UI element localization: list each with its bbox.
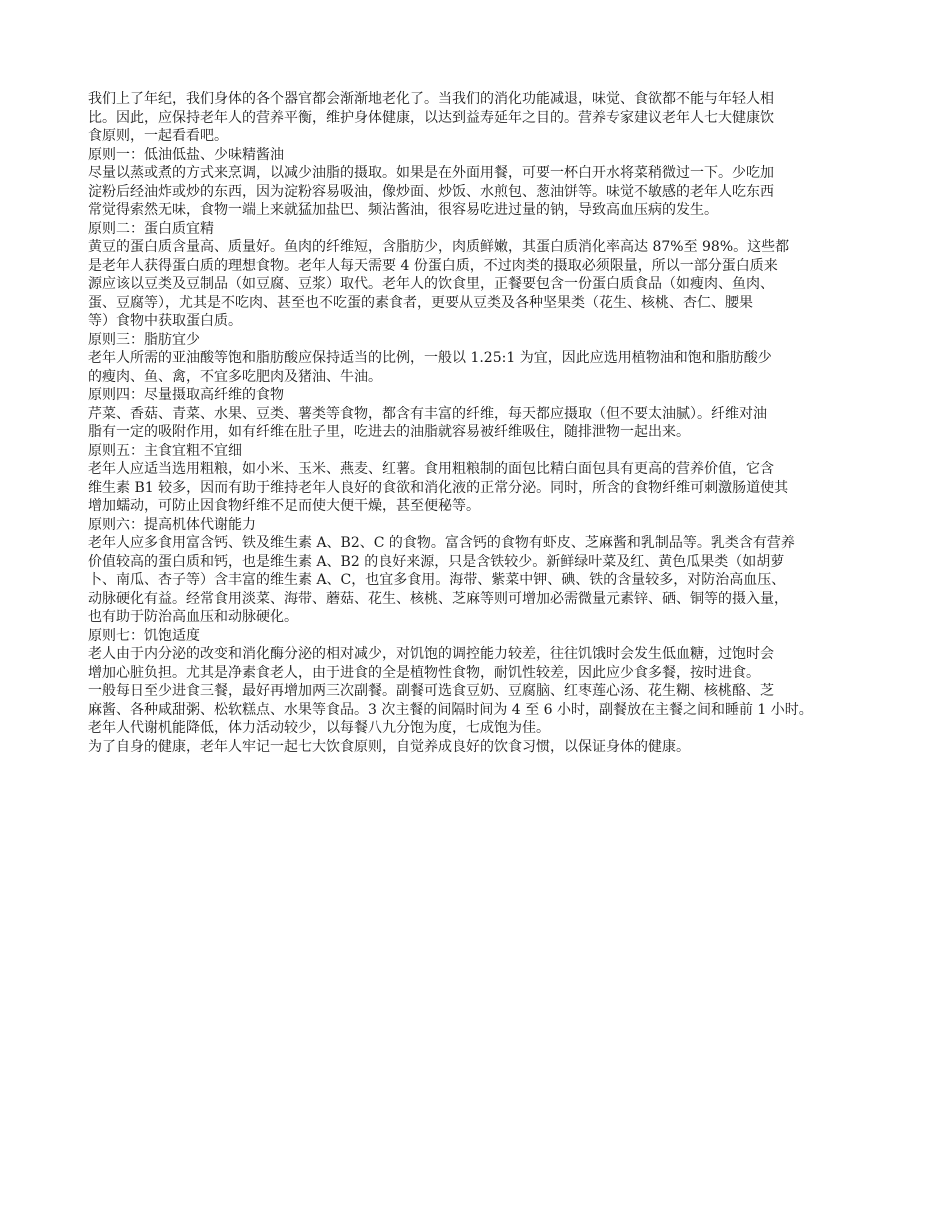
principle-1-line-3: 常觉得索然无味，食物一端上来就猛加盐巴、频沾酱油，很容易吃进过量的钠，导致高血压病的发生。: [88, 202, 718, 218]
principle-4-line-2: 脂有一定的吸附作用，如有纤维在肚子里，吃进去的油脂就容易被纤维吸住，随排泄物一起出来。: [88, 424, 690, 440]
principle-7-line-4: 麻酱、各种咸甜粥、松软糕点、水果等食品。3 次主餐的间隔时间为 4 至 6 小时，副餐放在主餐之间和睡前 1 小时。: [88, 701, 813, 718]
principle-2-line-5: 等）食物中获取蛋白质。: [88, 313, 242, 329]
heading-principle-4: 原则四：尽量摄取高纤维的食物: [88, 387, 284, 403]
principle-7-line-5: 老年人代谢机能降低，体力活动较少，以每餐八九分饱为度，七成饱为佳。: [88, 720, 550, 736]
principle-6-line-1: 老年人应多食用富含钙、铁及维生素 A、B2、C 的食物。富含钙的食物有虾皮、芝麻酱和乳制品等。乳类含有营养: [88, 535, 795, 551]
principle-3-line-1: 老年人所需的亚油酸等饱和脂肪酸应保持适当的比例，一般以 1.25:1 为宜，因此应选用植物油和饱和脂肪酸少: [88, 350, 772, 366]
heading-principle-6: 原则六：提高机体代谢能力: [88, 516, 256, 533]
principle-5-line-1: 老年人应适当选用粗粮，如小米、玉米、燕麦、红薯。食用粗粮制的面包比精白面包具有更高的营养价值，它含: [88, 461, 774, 477]
intro-line-2: 比。因此，应保持老年人的营养平衡，维护身体健康，以达到益寿延年之目的。营养专家建议老年人七大健康饮: [88, 109, 774, 126]
principle-2-line-3: 源应该以豆类及豆制品（如豆腐、豆浆）取代。老年人的饮食里，正餐要包含一份蛋白质食品（如瘦肉、鱼肉、: [88, 276, 774, 292]
principle-6-line-5: 也有助于防治高血压和动脉硬化。: [88, 609, 298, 625]
article-body: [88, 90, 878, 756]
principle-2-line-1: 黄豆的蛋白质含量高、质量好。鱼肉的纤维短，含脂肪少，肉质鲜嫩，其蛋白质消化率高达 87%至 98%。这些都: [88, 239, 790, 255]
principle-1-line-2: 淀粉后经油炸或炒的东西，因为淀粉容易吸油，像炒面、炒饭、水煎包、葱油饼等。味觉不敏感的老年人吃东西: [88, 183, 774, 200]
principle-4-line-1: 芹菜、香菇、青菜、水果、豆类、薯类等食物，都含有丰富的纤维，每天都应摄取（但不要太油腻）。纤维对油: [88, 405, 767, 422]
principle-6-line-4: 动脉硬化有益。经常食用淡菜、海带、蘑菇、花生、核桃、芝麻等则可增加必需微量元素锌、硒、铜等的摄入量，: [88, 590, 788, 607]
intro-line-3: 食原则，一起看看吧。: [88, 128, 228, 144]
heading-principle-2: 原则二：蛋白质宜精: [88, 220, 214, 237]
heading-principle-1: 原则一：低油低盐、少味精酱油: [88, 146, 284, 163]
principle-5-line-3: 增加蠕动，可防止因食物纤维不足而使大便干燥，甚至便秘等。: [88, 498, 480, 514]
principle-6-line-3: 卜、南瓜、杏子等）含丰富的维生素 A、C，也宜多食用。海带、紫菜中钾、碘、铁的含量较多，对防治高血压、: [88, 572, 786, 588]
principle-7-line-1: 老人由于内分泌的改变和消化酶分泌的相对减少，对饥饱的调控能力较差，往往饥饿时会发生低血糖，过饱时会: [88, 646, 774, 662]
principle-2-line-2: 是老年人获得蛋白质的理想食物。老年人每天需要 4 份蛋白质，不过肉类的摄取必须限量，所以一部分蛋白质来: [88, 257, 778, 274]
intro-line-1: 我们上了年纪，我们身体的各个器官都会渐渐地老化了。当我们的消化功能减退，味觉、食欲都不能与年轻人相: [88, 91, 774, 107]
principle-2-line-4: 蛋、豆腐等），尤其是不吃肉、甚至也不吃蛋的素食者，更要从豆类及各种坚果类（花生、核桃、杏仁、腰果: [88, 294, 753, 311]
principle-1-line-1: 尽量以蒸或煮的方式来烹调，以减少油脂的摄取。如果是在外面用餐，可要一杯白开水将菜稍微过一下。少吃加: [88, 165, 774, 181]
principle-5-line-2: 维生素 B1 较多，因而有助于维持老年人良好的食欲和消化液的正常分泌。同时，所含的食物纤维可刺激肠道使其: [88, 479, 789, 496]
principle-3-line-2: 的瘦肉、鱼、禽，不宜多吃肥肉及猪油、牛油。: [88, 368, 382, 385]
principle-7-line-3: 一般每日至少进食三餐，最好再增加两三次副餐。副餐可选食豆奶、豆腐脑、红枣莲心汤、花生糊、核桃酪、芝: [88, 683, 774, 699]
heading-principle-7: 原则七：饥饱适度: [88, 627, 200, 644]
heading-principle-5: 原则五：主食宜粗不宜细: [88, 442, 242, 459]
principle-7-line-2: 增加心脏负担。尤其是净素食老人，由于进食的全是植物性食物，耐饥性较差，因此应少食多餐，按时进食。: [88, 664, 760, 681]
principle-6-line-2: 价值较高的蛋白质和钙，也是维生素 A、B2 的良好来源，只是含铁较少。新鲜绿叶菜及红、黄色瓜果类（如胡萝: [88, 553, 785, 570]
conclusion-line: 为了自身的健康，老年人牢记一起七大饮食原则，自觉养成良好的饮食习惯，以保证身体的健康。: [88, 738, 690, 755]
heading-principle-3: 原则三：脂肪宜少: [88, 331, 200, 348]
